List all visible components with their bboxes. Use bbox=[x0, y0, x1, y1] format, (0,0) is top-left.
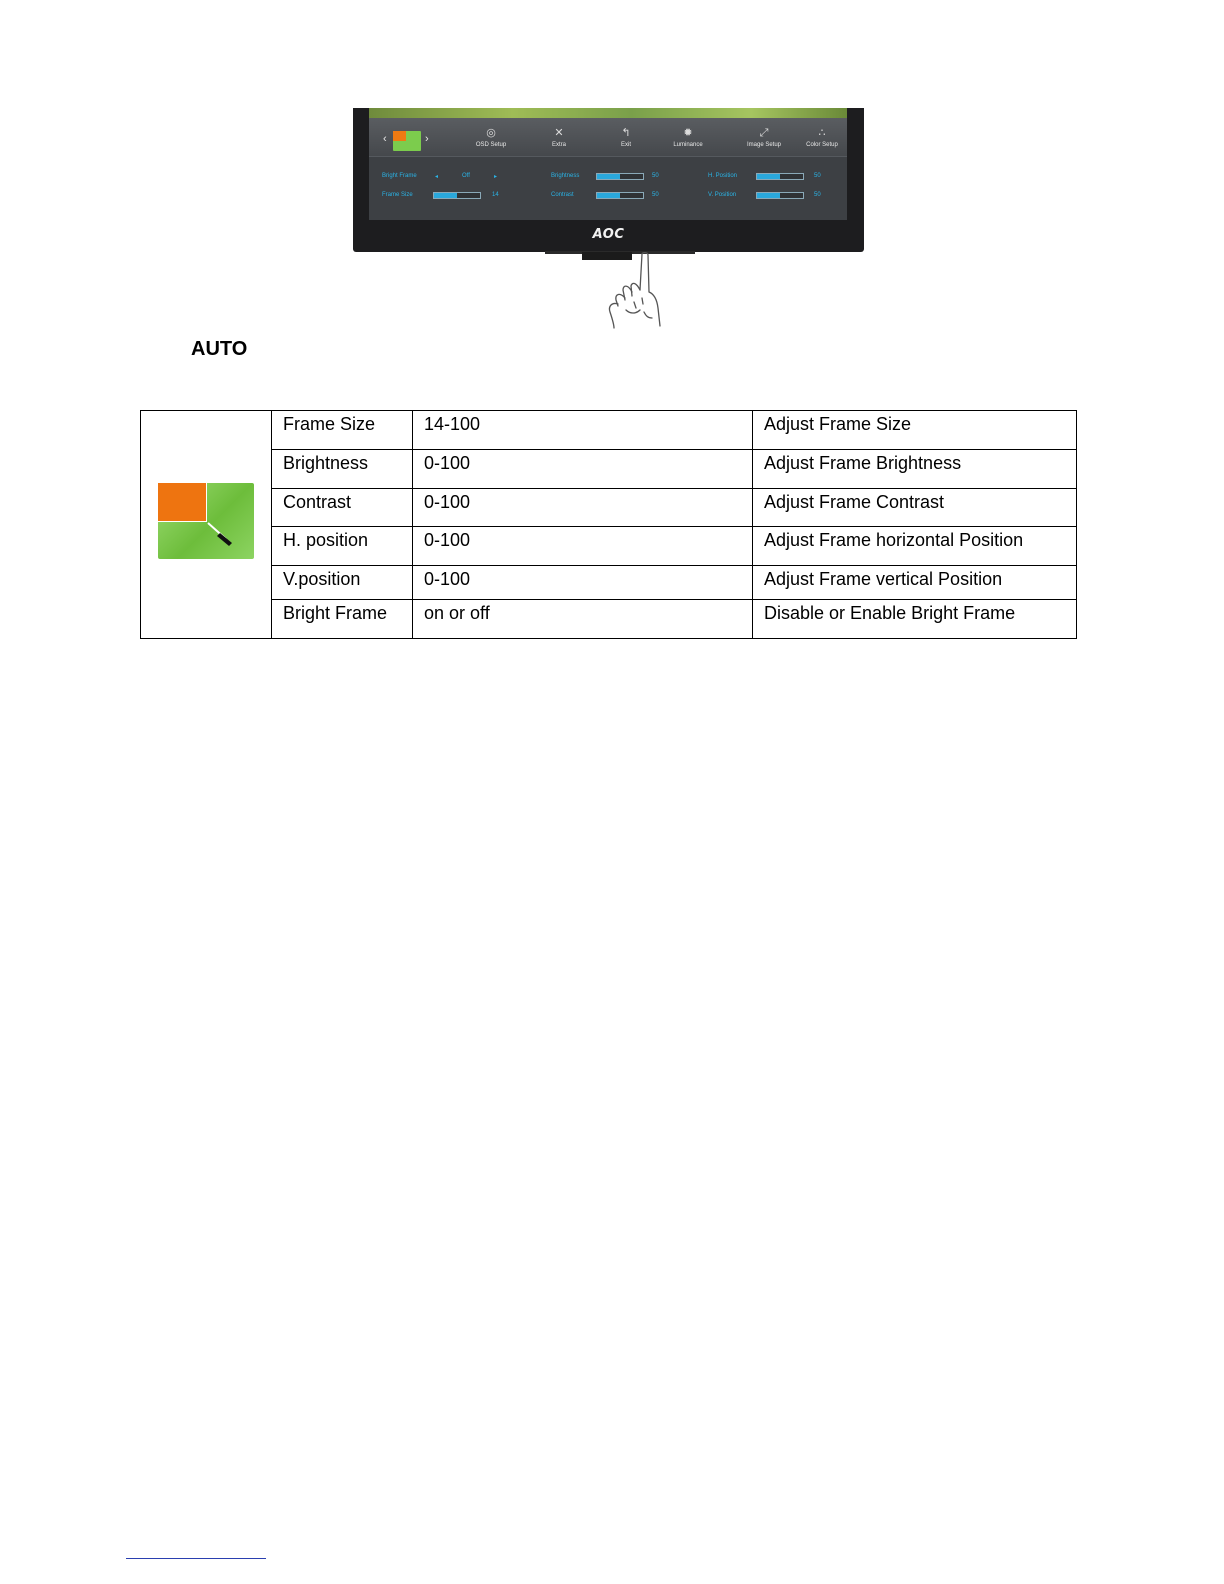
row-name: H. position bbox=[272, 527, 413, 566]
row-range: 0-100 bbox=[413, 566, 753, 600]
table-row bbox=[141, 566, 1077, 600]
osd-brightness-value: 50 bbox=[652, 173, 659, 179]
table-icon-cell bbox=[141, 411, 272, 639]
osd-contrast-label: Contrast bbox=[551, 192, 574, 198]
row-description: Adjust Frame vertical Position bbox=[753, 566, 1077, 600]
osd-frame-size-value: 14 bbox=[492, 192, 499, 198]
osd-tab-image-setup: ⤢ Image Setup bbox=[729, 124, 799, 148]
monitor-screen bbox=[369, 108, 847, 220]
osd-tab-color-setup: ∴ Color Setup bbox=[787, 124, 847, 148]
row-name: V.position bbox=[272, 566, 413, 600]
osd-brightness-bar bbox=[596, 173, 644, 180]
osd-right-arrow: ▸ bbox=[494, 174, 498, 180]
osd-left-arrow-icon: ‹ bbox=[383, 133, 387, 145]
osd-h-position-value: 50 bbox=[814, 173, 821, 179]
footnote-separator bbox=[126, 1558, 266, 1559]
row-name: Contrast bbox=[272, 489, 413, 527]
row-name: Bright Frame bbox=[272, 600, 413, 639]
row-name: Frame Size bbox=[272, 411, 413, 450]
row-range: 0-100 bbox=[413, 527, 753, 566]
osd-bright-frame-label: Bright Frame bbox=[382, 173, 417, 179]
bright-frame-icon bbox=[393, 131, 421, 151]
row-description: Adjust Frame Size bbox=[753, 411, 1077, 450]
row-range: on or off bbox=[413, 600, 753, 639]
table-row bbox=[141, 527, 1077, 566]
osd-tab-bar bbox=[369, 118, 847, 156]
osd-v-position-label: V. Position bbox=[708, 192, 737, 198]
row-name: Brightness bbox=[272, 450, 413, 489]
osd-setup-icon: ◎ bbox=[486, 127, 496, 139]
wallpaper-strip bbox=[369, 108, 847, 118]
osd-tab-osd-setup: ◎ OSD Setup bbox=[456, 124, 526, 148]
osd-frame-size-label: Frame Size bbox=[382, 192, 413, 198]
image-setup-icon: ⤢ bbox=[759, 127, 769, 139]
row-description: Adjust Frame Contrast bbox=[753, 489, 1077, 527]
sun-icon: ✹ bbox=[683, 127, 693, 139]
table-row bbox=[141, 450, 1077, 489]
osd-h-position-label: H. Position bbox=[708, 173, 738, 179]
frame-adjust-icon bbox=[158, 483, 254, 559]
color-dots-icon: ∴ bbox=[818, 127, 826, 139]
osd-v-position-bar bbox=[756, 192, 804, 199]
row-range: 0-100 bbox=[413, 489, 753, 527]
monitor-illustration bbox=[353, 108, 864, 252]
row-description: Disable or Enable Bright Frame bbox=[753, 600, 1077, 639]
osd-right-arrow-icon: › bbox=[425, 133, 429, 145]
osd-v-position-value: 50 bbox=[814, 192, 821, 198]
exit-icon: ↰ bbox=[621, 127, 631, 139]
function-table bbox=[140, 410, 1077, 639]
osd-tab-extra: ✕ Extra bbox=[524, 124, 594, 148]
row-range: 14-100 bbox=[413, 411, 753, 450]
osd-settings-panel bbox=[369, 156, 847, 220]
tools-icon: ✕ bbox=[554, 127, 564, 139]
osd-tab-luminance: ✹ Luminance bbox=[653, 124, 723, 148]
section-title: AUTO bbox=[191, 338, 248, 360]
osd-bright-frame-value: Off bbox=[462, 173, 470, 179]
osd-frame-size-bar bbox=[433, 192, 481, 199]
brand-logo: AOC bbox=[592, 227, 625, 242]
table-row bbox=[141, 489, 1077, 527]
table-row bbox=[141, 600, 1077, 639]
osd-contrast-bar bbox=[596, 192, 644, 199]
osd-tab-exit: ↰ Exit bbox=[591, 124, 661, 148]
osd-contrast-value: 50 bbox=[652, 192, 659, 198]
osd-brightness-label: Brightness bbox=[551, 173, 580, 179]
pointing-hand-icon bbox=[602, 252, 672, 330]
row-description: Adjust Frame Brightness bbox=[753, 450, 1077, 489]
table-row bbox=[141, 411, 1077, 450]
row-description: Adjust Frame horizontal Position bbox=[753, 527, 1077, 566]
row-range: 0-100 bbox=[413, 450, 753, 489]
osd-h-position-bar bbox=[756, 173, 804, 180]
osd-left-arrow: ◂ bbox=[435, 174, 439, 180]
